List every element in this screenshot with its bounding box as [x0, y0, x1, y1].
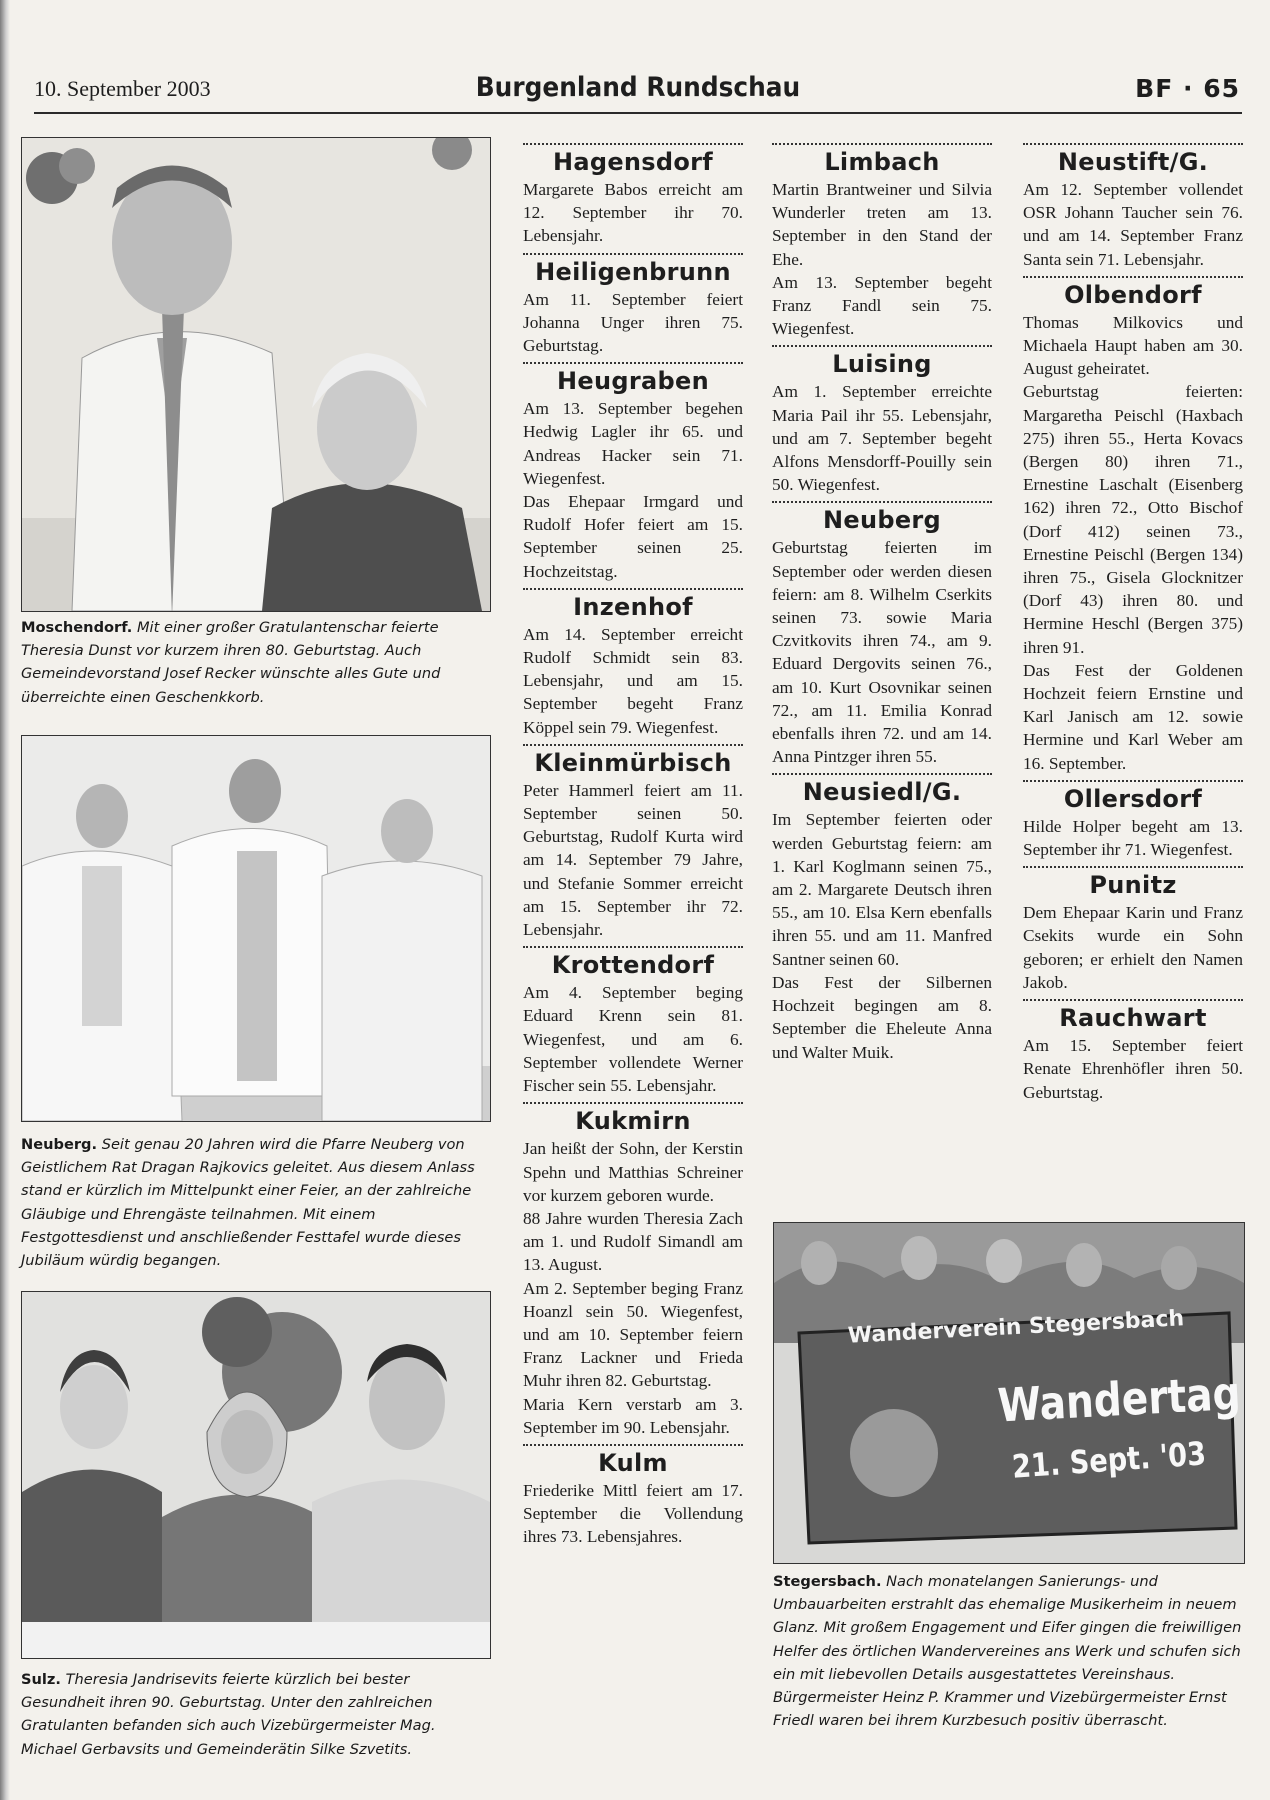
section-heiligenbrunn — [523, 253, 743, 358]
section-text: Friederike Mittl feiert am 17. September die Vollendung ihres 73. Lebensjahres. — [523, 1480, 743, 1547]
section-inzenhof — [523, 588, 743, 739]
section-title: Olbendorf — [1064, 280, 1202, 309]
section-title: Rauchwart — [1059, 1004, 1207, 1033]
column-3 — [772, 143, 992, 1069]
section-text: Am 2. September beging Franz Hoanzl sein 50. Wiegenfest, und am 10. September feiern Franz Lackner und Frieda Muhr ihren 82. Geburtstag. — [523, 1278, 743, 1391]
section-neuberg — [772, 501, 992, 768]
banner-event-date: 21. Sept. '03 — [1010, 1434, 1208, 1486]
section-text: Das Fest der Goldenen Hochzeit feiern Ernstine und Karl Janisch am 12. sowie Hermine und Karl Weber am 16. September. — [1023, 660, 1243, 773]
scan-edge — [0, 0, 10, 1800]
stegersbach-caption: Stegersbach. Nach monatelangen Sanierungs- und Umbauarbeiten erstrahlt das ehemalige Musikerheim in neuem Glanz. Mit großem Engagement und Eifer gingen die freiwilligen Helfer des örtlichen Wandervereines ans Werk und schufen sich ein mit liebevollen Details ausgestattetes Vereinshaus. Bürgermeister Heinz P. Krammer und Vizebürgermeister Ernst Friedl waren bei ihrem Kurzbesuch positiv überrascht. — [773, 1573, 1242, 1730]
section-heugraben — [523, 362, 743, 583]
section-text: Am 13. September begehen Hedwig Lagler ihr 65. und Andreas Hacker sein 71. Wiegenfest. — [523, 399, 743, 488]
column-4 — [1023, 143, 1243, 1109]
sulz-photo — [21, 1291, 491, 1659]
stegersbach-photo — [773, 1222, 1245, 1564]
banner-club-name: Wanderverein Stegersbach — [847, 1306, 1185, 1349]
section-text: Am 1. September erreichte Maria Pail ihr 55. Lebensjahr, und am 7. September begeht Alfons Mensdorff-Pouilly sein 50. Wiegenfest. — [772, 382, 992, 495]
section-title: Heiligenbrunn — [535, 257, 731, 286]
section-text: Peter Hammerl feiert am 11. September seinen 50. Geburtstag, Rudolf Kurta wird am 14. September 79 Jahre, und Stefanie Sommer erreicht am 15. September ihr 72. Lebensjahr. — [523, 780, 743, 940]
section-neusiedl — [772, 773, 992, 1063]
section-text: Jan heißt der Sohn, der Kerstin Spehn und Matthias Schreiner vor kurzem geboren wurde. — [523, 1139, 743, 1205]
section-text: Am 14. September erreicht Rudolf Schmidt sein 83. Lebensjahr, und am 15. September begeht Franz Köppel sein 79. Wiegenfest. — [523, 624, 743, 737]
section-text: Im September feierten oder werden Geburtstag feiern: am 1. Karl Koglmann seinen 75., am 2. Margarete Deutsch ihren 55., am 10. Elsa Kern ebenfalls ihren 55. und am 11. Manfred Santner seinen 60. — [772, 810, 992, 969]
section-kukmirn — [523, 1102, 743, 1439]
section-text: Am 15. September feiert Renate Ehrenhöfler ihren 50. Geburtstag. — [1023, 1036, 1243, 1102]
section-title: Krottendorf — [551, 951, 715, 980]
section-title: Neustift/G. — [1057, 148, 1209, 176]
section-limbach — [772, 143, 992, 340]
section-title: Ollersdorf — [1063, 784, 1203, 813]
section-krottendorf — [523, 946, 743, 1097]
section-text: Geburtstag feierten im September oder werden diesen feiern: am 8. Wilhelm Cserkits seinen 73. sowie Maria Czvitkovits ihren 74., am 9. Eduard Dergovits seinen 76., am 10. Kurt Osovnikar seinen 72., am 11. Emilia Konrad ebenfalls ihren 72. und am 14. Anna Pintzger ihren 55. — [772, 538, 992, 767]
section-neustift — [1023, 143, 1243, 271]
section-text: Das Fest der Silbernen Hochzeit begingen am 8. September die Eheleute Anna und Walter Muik. — [772, 972, 992, 1062]
sulz-caption: Sulz. Theresia Jandrisevits feierte kürzlich bei bester Gesundheit ihren 90. Geburtstag. Unter den zahlreichen Gratulanten befanden sich auch Vizebürgermeister Mag. Michael Gerbavsits und Gemeinderätin Silke Szvetits. — [21, 1671, 436, 1758]
section-text: Das Ehepaar Irmgard und Rudolf Hofer feiert am 15. September seinen 25. Hochzeitstag. — [523, 492, 743, 581]
moschendorf-photo — [21, 137, 491, 612]
section-text: Geburtstag feierten: Margaretha Peischl (Haxbach 275) ihren 55., Herta Kovacs (Bergen 80) ihren 71., Ernestine Laschalt (Eisenberg 162) ihren 72., Otto Bischof (Dorf 412) seinen 73., Ernestine Peischl (Bergen 134) ihren 75., Gisela Glocknitzer (Dorf 43) ihren 80. und Hermine Heschl (Bergen 375) ihren 91. — [1023, 382, 1243, 657]
section-kleinmuerbisch — [523, 744, 743, 941]
section-text: Margarete Babos erreicht am 12. September ihr 70. Lebensjahr. — [523, 180, 743, 246]
neuberg-photo — [21, 735, 491, 1122]
section-hagensdorf — [523, 143, 743, 248]
moschendorf-caption: Moschendorf. Mit einer großer Gratulantenschar feierte Theresia Dunst vor kurzem ihren 80. Geburtstag. Auch Gemeindevorstand Josef Recker wünschte alles Gute und überreichte einen Geschenkkorb. — [21, 619, 441, 706]
section-rauchwart — [1023, 999, 1243, 1104]
section-ollersdorf — [1023, 780, 1243, 861]
section-title: Neuberg — [822, 506, 942, 535]
section-title: Neusiedl/G. — [802, 778, 962, 807]
section-title: Kukmirn — [575, 1107, 691, 1136]
issue-date: 10. September 2003 — [34, 76, 211, 101]
section-text: Thomas Milkovics und Michaela Haupt haben am 30. August geheiratet. — [1023, 312, 1243, 379]
section-text: Am 11. September feiert Johanna Unger ihren 75. Geburtstag. — [523, 289, 743, 356]
section-olbendorf — [1023, 276, 1243, 775]
newspaper-title: Burgenland Rundschau — [475, 72, 801, 103]
section-title: Heugraben — [557, 367, 709, 396]
neuberg-caption: Neuberg. Seit genau 20 Jahren wird die Pfarre Neuberg von Geistlichem Rat Dragan Rajkovics geleitet. Aus diesem Anlass stand er kürzlich im Mittelpunkt einer Feier, an der zahlreiche Gläubige und Ehrengäste teilnahmen. Mit einem Festgottesdienst und anschließender Festtafel wurde dieses Jubiläum würdig begangen. — [21, 1136, 475, 1270]
page-number: BF · 65 — [1135, 74, 1240, 103]
section-text: 88 Jahre wurden Theresia Zach am 1. und Rudolf Simandl am 13. August. — [523, 1208, 743, 1275]
page-header — [34, 72, 1242, 114]
section-title: Inzenhof — [573, 592, 693, 621]
section-title: Kleinmürbisch — [534, 748, 732, 777]
section-text: Am 12. September vollendet OSR Johann Taucher sein 76. und am 14. September Franz Santa sein 71. Lebensjahr. — [1023, 180, 1243, 269]
section-text: Hilde Holper begeht am 13. September ihr 71. Wiegenfest. — [1023, 816, 1243, 860]
section-title: Limbach — [824, 148, 940, 176]
section-text: Dem Ehepaar Karin und Franz Csekits wurde ein Sohn geboren; er erhielt den Namen Jakob. — [1023, 903, 1243, 992]
section-punitz — [1023, 866, 1243, 994]
section-luising — [772, 345, 992, 496]
section-text: Martin Brantweiner und Silvia Wunderler treten am 13. September in den Stand der Ehe. — [772, 180, 992, 269]
section-title: Punitz — [1089, 871, 1177, 900]
section-title: Kulm — [598, 1448, 668, 1477]
section-text: Am 13. September begeht Franz Fandl sein 75. Wiegenfest. — [772, 272, 992, 339]
section-text: Am 4. September beging Eduard Krenn sein 81. Wiegenfest, und am 6. September vollendete Werner Fischer sein 55. Lebensjahr. — [523, 983, 743, 1096]
section-title: Luising — [832, 350, 932, 379]
section-title: Hagensdorf — [552, 148, 714, 176]
banner-event-name: Wandertag — [996, 1365, 1242, 1433]
section-text: Maria Kern verstarb am 3. September im 90. Lebensjahr. — [523, 1394, 743, 1437]
column-2 — [523, 143, 743, 1554]
section-kulm — [523, 1444, 743, 1549]
